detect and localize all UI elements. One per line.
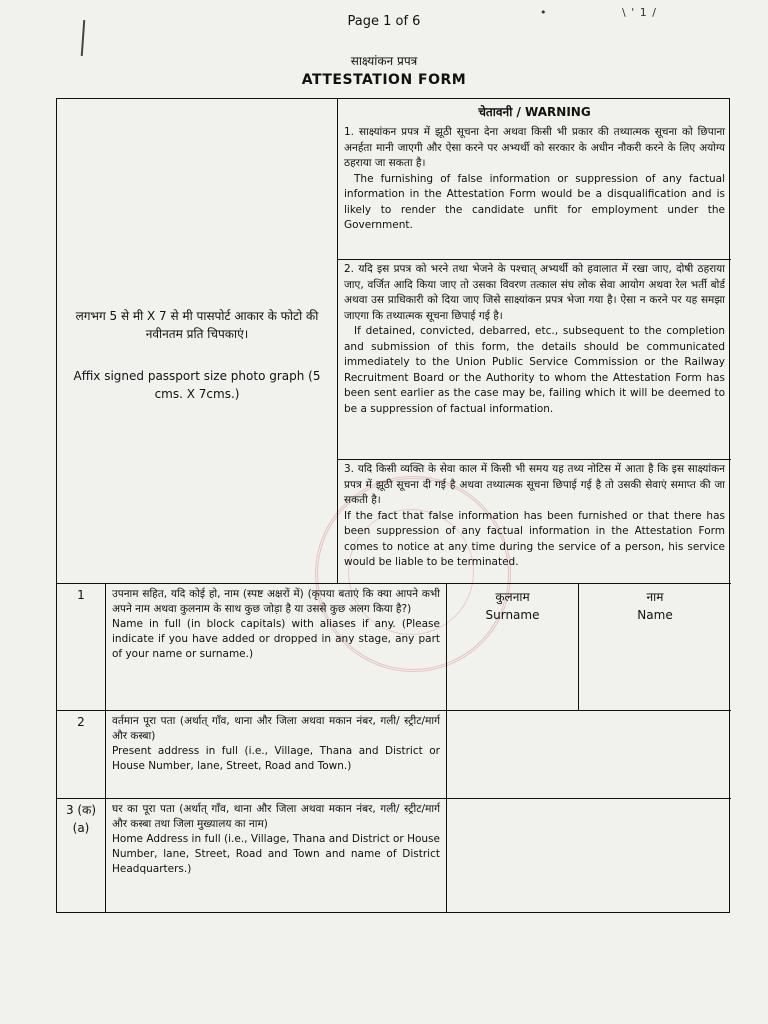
question-english: Name in full (in block capitals) with aliases if any. (Please indicate if you have added or dropped in any stage, any part of your name or surname.): [112, 618, 440, 660]
warning-text-english: The furnishing of false information or suppression of any factual information in the Attestation Form would be a disqualification and is likely to render the candidate unfit for employment under the Government.: [344, 172, 725, 231]
form-title-english: ATTESTATION FORM: [301, 72, 467, 88]
photo-box[interactable]: [57, 99, 337, 583]
photo-instruction-hindi: लगभग 5 से मी X 7 से मी पासपोर्ट आकार के फोटो की नवीनतम प्रति चिपकाएं।: [75, 309, 319, 341]
form-title-hindi: साक्ष्यांकन प्रपत्र: [350, 54, 418, 68]
row-number-english: (a): [72, 821, 90, 835]
home-address-question: [106, 799, 446, 912]
question-hindi: उपनाम सहित, यदि कोई हो, नाम (स्पष्ट अक्षरों में) (कृपया बताएं कि क्या आपने कभी अपने नाम अथवा कुलनाम के साथ कुछ जोड़ा है या उससे कुछ अलग किया है?): [112, 588, 440, 615]
row-number: 2: [77, 715, 85, 729]
surname-label: Surname: [485, 608, 540, 622]
warning-text-hindi: 3. यदि किसी व्यक्ति के सेवा काल में किसी भी समय यह तथ्य नोटिस में आता है कि इस साक्ष्यांकन प्रपत्र में झूठी सूचना दी गई है अथवा तथ्यात्मक सूचना छिपाई गई है तो उसकी सेवाएं समाप्त की जा सकती है।: [344, 463, 725, 506]
warning-item-2: [338, 260, 731, 459]
question-hindi: घर का पूरा पता (अर्थात् गाँव, थाना और जिला अथवा मकान नंबर, गली/ स्ट्रीट/मार्ग और कस्बा तथा जिला मुख्यालय का नाम): [112, 803, 440, 830]
scan-mark: •: [540, 6, 547, 19]
photo-instruction-english: Affix signed passport size photo graph (5 cms. X 7cms.): [73, 369, 321, 401]
question-english: Home Address in full (i.e., Village, Thana and District or House Number, lane, Street, Road and Town and name of District Headquarters.): [112, 833, 440, 875]
present-address-question: [106, 711, 446, 798]
warning-text-english: If the fact that false information has been furnished or that there has been suppression of any factual information in the Attestation Form comes to notice at any time during the service of a person, his service would be liable to be terminated.: [344, 509, 725, 568]
warning-text-english: If detained, convicted, debarred, etc., subsequent to the completion and submission of this form, the details should be communicated immediately to the Union Public Service Commission or the Railway Recruitment Board or the Authority to whom the Attestation Form has been sent earlier as the case may be, failing which it will be deemed to be a suppression of factual information.: [344, 325, 725, 415]
warning-item-3: [338, 460, 731, 583]
warning-item-1: [338, 123, 731, 259]
row-number-hindi: 3 (क): [65, 803, 97, 817]
name-question: [106, 584, 446, 710]
warning-text-hindi: 1. साक्ष्यांकन प्रपत्र में झूठी सूचना देना अथवा किसी भी प्रकार की तथ्यात्मक सूचना को छिपाना अनर्हता मानी जाएगी और ऐसा करने पर अभ्यर्थी को सरकार के अधीन नौकरी करने के लिए अयोग्य ठहराया जा सकता है।: [344, 126, 725, 169]
warning-heading: चेतावनी / WARNING: [478, 105, 591, 119]
scan-mark: \ ' 1 /: [622, 6, 657, 19]
name-field[interactable]: [579, 584, 731, 710]
row-number: 1: [77, 588, 85, 602]
row-number: [57, 799, 105, 912]
home-address-field[interactable]: [447, 799, 731, 912]
question-hindi: वर्तमान पूरा पता (अर्थात् गाँव, थाना और जिला अथवा मकान नंबर, गली/ स्ट्रीट/मार्ग और कस्बा): [112, 715, 440, 742]
warning-text-hindi: 2. यदि इस प्रपत्र को भरने तथा भेजने के पश्चात् अभ्यर्थी को हवालात में रखा जाए, दोषी ठहराया जाए, वर्जित आदि किया जाए तो उसका विवरण तत्काल संघ लोक सेवा आयोग अथवा रेल भर्ती बोर्ड अथवा उस प्राधिकारी को दिया जाए जिसे साक्ष्यांकन प्रपत्र भेजा गया है। ऐसा न करने पर यह समझा जाएगा कि तथ्यात्मक सूचना छिपाई गई है।: [344, 263, 725, 322]
name-label-hindi: नाम: [646, 590, 664, 604]
question-english: Present address in full (i.e., Village, Thana and District or House Number, lane, Street, Road and Town.): [112, 745, 440, 772]
attestation-form: [56, 98, 730, 913]
name-label: Name: [637, 608, 673, 622]
surname-field[interactable]: [447, 584, 578, 710]
surname-label-hindi: कुलनाम: [495, 590, 530, 604]
present-address-field[interactable]: [447, 711, 731, 798]
page-number: Page 1 of 6: [347, 14, 421, 29]
